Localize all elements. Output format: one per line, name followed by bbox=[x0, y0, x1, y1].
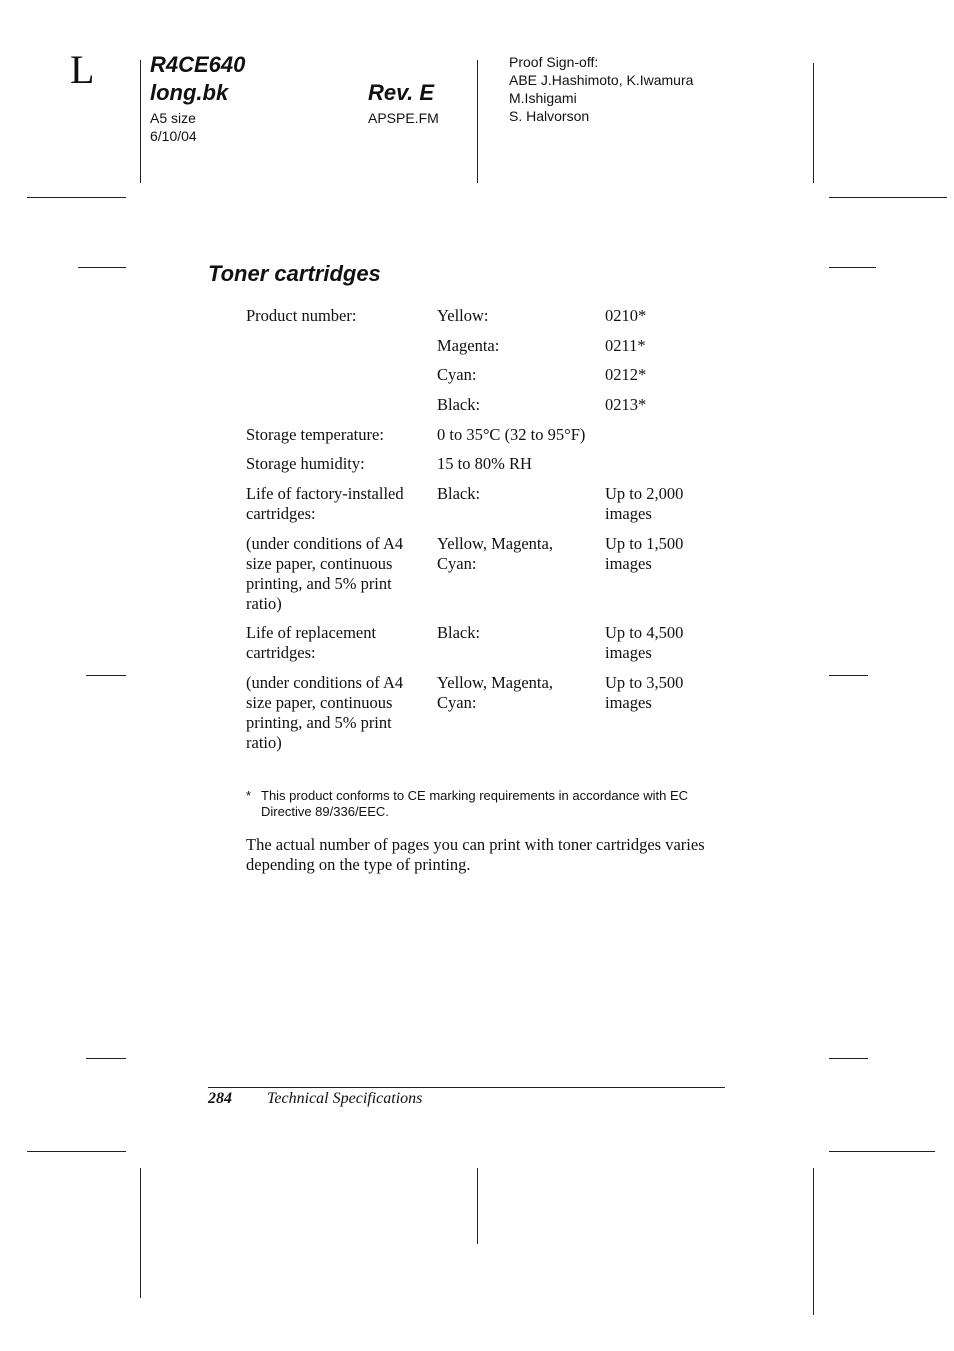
crop-mark bbox=[829, 267, 876, 268]
proof-signoff-line: S. Halvorson bbox=[509, 108, 590, 124]
crop-mark bbox=[813, 1168, 814, 1315]
proof-signoff bbox=[509, 53, 693, 125]
spec-key: 0 to 35°C (32 to 95°F) bbox=[437, 425, 586, 444]
crop-mark bbox=[829, 1151, 935, 1152]
file-name: APSPE.FM bbox=[368, 110, 439, 126]
crop-mark bbox=[86, 1058, 126, 1059]
spec-value: 0212* bbox=[605, 365, 647, 384]
spec-key: Yellow: bbox=[437, 306, 489, 325]
crop-mark bbox=[477, 1168, 478, 1244]
chapter-title: Technical Specifications bbox=[267, 1090, 423, 1107]
crop-mark bbox=[477, 60, 478, 183]
proof-signoff-line: M.Ishigami bbox=[509, 90, 577, 106]
spec-key: Cyan: bbox=[437, 365, 477, 384]
proof-signoff-line: ABE J.Hashimoto, K.Iwamura bbox=[509, 72, 694, 88]
spec-value: Up to 3,500 images bbox=[605, 673, 684, 712]
body-paragraph: The actual number of pages you can print with toner cartridges varies depending on the type of printing. bbox=[246, 835, 705, 874]
page-number: 284 bbox=[208, 1090, 232, 1107]
crop-mark bbox=[829, 675, 868, 676]
crop-mark bbox=[140, 60, 141, 183]
spec-label: Life of factory-installed cartridges: bbox=[246, 484, 404, 523]
section-title: Toner cartridges bbox=[208, 261, 381, 286]
spec-value: Up to 4,500 images bbox=[605, 623, 684, 662]
spec-key: Black: bbox=[437, 395, 481, 414]
crop-mark bbox=[813, 63, 814, 183]
spec-key: Yellow, Magenta, Cyan: bbox=[437, 534, 553, 573]
print-date: 6/10/04 bbox=[150, 128, 197, 144]
spec-key: Black: bbox=[437, 484, 481, 503]
spec-key: Black: bbox=[437, 623, 481, 642]
spec-key: Magenta: bbox=[437, 336, 500, 355]
proof-signoff-line: Proof Sign-off: bbox=[509, 54, 599, 70]
crop-mark bbox=[78, 267, 126, 268]
spec-label: Storage humidity: bbox=[246, 454, 365, 473]
footnote-marker: * bbox=[246, 788, 252, 803]
crop-mark bbox=[86, 675, 126, 676]
crop-mark bbox=[27, 197, 126, 198]
spec-value: 0213* bbox=[605, 395, 647, 414]
spec-key: Yellow, Magenta, Cyan: bbox=[437, 673, 553, 712]
spec-key: 15 to 80% RH bbox=[437, 454, 532, 473]
footnote-text: This product conforms to CE marking requirements in accordance with EC Directive 89/336/EEC. bbox=[261, 788, 689, 819]
spec-value: Up to 1,500 images bbox=[605, 534, 684, 573]
corner-letter: L bbox=[70, 47, 95, 92]
crop-mark bbox=[829, 197, 947, 198]
page-size: A5 size bbox=[150, 110, 196, 126]
book-name: long.bk bbox=[150, 80, 229, 105]
revision: Rev. E bbox=[368, 80, 435, 105]
spec-label: Storage temperature: bbox=[246, 425, 384, 444]
spec-label: Life of replacement cartridges: bbox=[246, 623, 377, 662]
crop-mark bbox=[27, 1151, 126, 1152]
spec-value: 0210* bbox=[605, 306, 647, 325]
spec-label: (under conditions of A4 size paper, continuous printing, and 5% print ratio) bbox=[246, 534, 404, 613]
spec-label: Product number: bbox=[246, 306, 357, 325]
spec-label: (under conditions of A4 size paper, continuous printing, and 5% print ratio) bbox=[246, 673, 404, 752]
footer-rule bbox=[208, 1087, 725, 1088]
spec-value: 0211* bbox=[605, 336, 646, 355]
spec-value: Up to 2,000 images bbox=[605, 484, 684, 523]
crop-mark bbox=[829, 1058, 868, 1059]
doc-code: R4CE640 bbox=[150, 52, 246, 77]
crop-mark bbox=[140, 1168, 141, 1298]
